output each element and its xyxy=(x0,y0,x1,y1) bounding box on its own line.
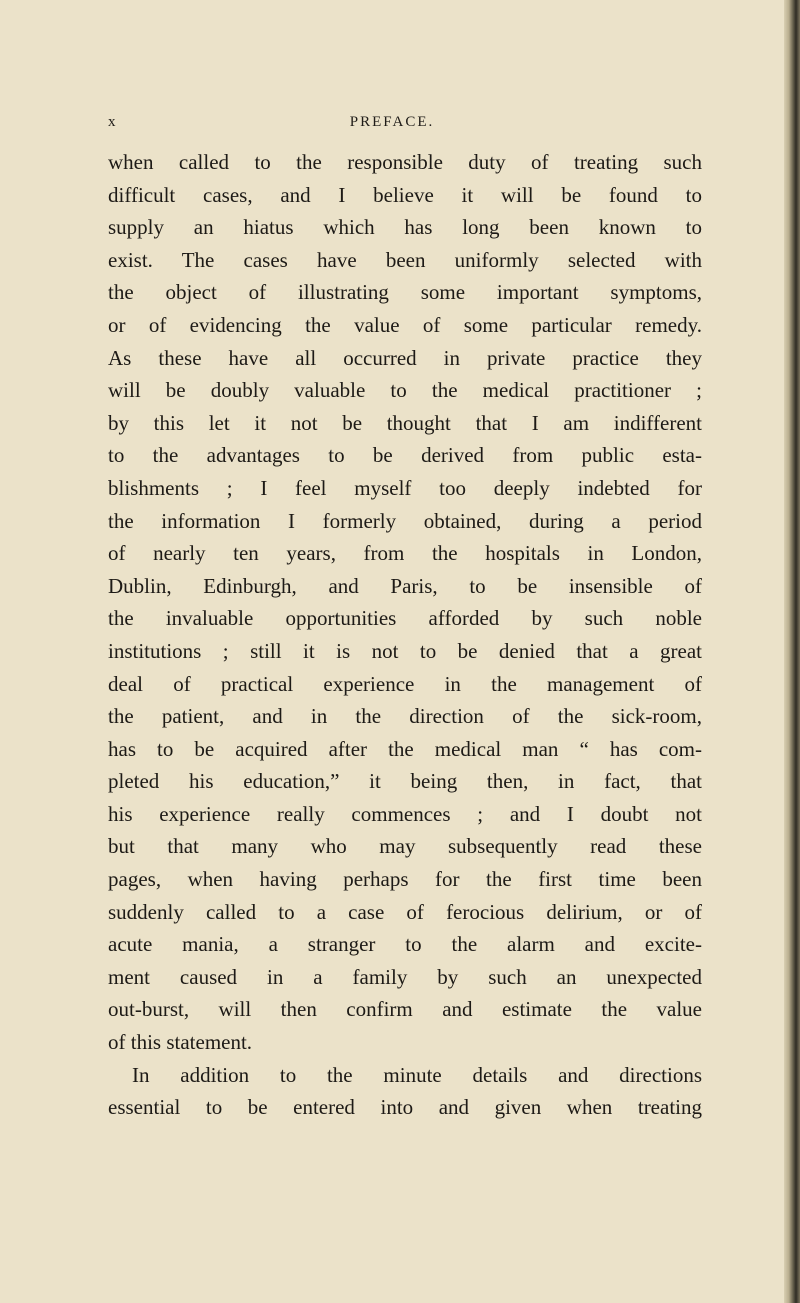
text-line: the invaluable opportunities afforded by such noble xyxy=(108,606,702,631)
text-line: has to be acquired after the medical man “ has com- xyxy=(108,736,702,761)
text-line: deal of practical experience in the management of xyxy=(108,671,702,696)
text-line: essential to be entered into and given when treating xyxy=(108,1095,702,1120)
text-line: when called to the responsible duty of treating such xyxy=(108,150,702,174)
text-line: of this statement. xyxy=(108,1030,253,1055)
text-line: his experience really commences ; and I doubt not xyxy=(108,801,702,826)
text-line: but that many who may subsequently read these xyxy=(108,834,702,859)
text-line: of nearly ten years, from the hospitals in London, xyxy=(108,541,702,566)
text-line: ment caused in a family by such an unexpected xyxy=(108,964,702,989)
text-line: difficult cases, and I believe it will be found to xyxy=(108,182,702,207)
text-line: suddenly called to a case of ferocious delirium, or of xyxy=(108,899,702,924)
text-line: the patient, and in the direction of the sick-room, xyxy=(108,704,702,729)
running-head xyxy=(0,114,784,136)
text-line: As these have all occurred in private practice they xyxy=(108,345,702,370)
running-head-title: PREFACE. xyxy=(349,114,435,130)
text-line: or of evidencing the value of some particular remedy. xyxy=(108,312,702,337)
text-line: supply an hiatus which has long been known to xyxy=(108,215,702,240)
text-line: Dublin, Edinburgh, and Paris, to be insensible of xyxy=(108,573,702,598)
text-line: the object of illustrating some important symptoms, xyxy=(108,280,702,305)
text-line: In addition to the minute details and directions xyxy=(132,1062,702,1087)
text-line: exist. The cases have been uniformly selected with xyxy=(108,247,702,272)
page-number: x xyxy=(108,114,117,130)
text-line: pages, when having perhaps for the first time been xyxy=(108,867,702,892)
text-line: the information I formerly obtained, during a period xyxy=(108,508,702,533)
text-line: out-burst, will then confirm and estimate the value xyxy=(108,997,702,1022)
text-line: to the advantages to be derived from public esta- xyxy=(108,443,702,468)
text-line: pleted his education,” it being then, in fact, that xyxy=(108,769,702,794)
text-line: will be doubly valuable to the medical practitioner ; xyxy=(108,378,702,403)
text-line: institutions ; still it is not to be denied that a great xyxy=(108,638,702,663)
text-line: acute mania, a stranger to the alarm and excite- xyxy=(108,932,702,957)
text-line: by this let it not be thought that I am indifferent xyxy=(108,410,702,435)
body-text xyxy=(108,146,702,1124)
text-line: blishments ; I feel myself too deeply indebted for xyxy=(108,475,702,500)
page-binding-edge xyxy=(784,0,800,1303)
